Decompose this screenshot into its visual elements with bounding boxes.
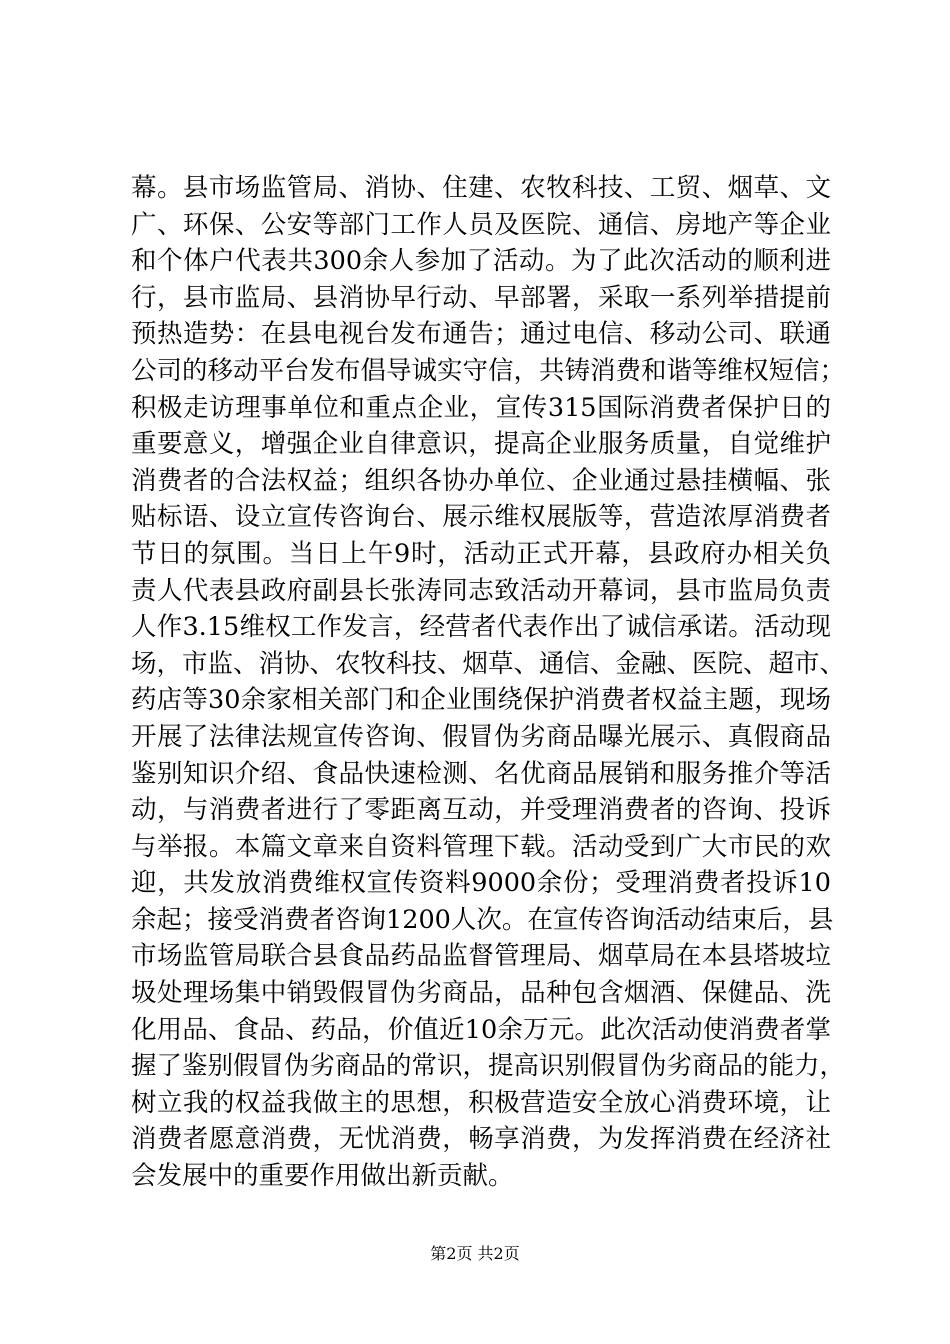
paragraph-line: 迎，共发放消费维权宣传资料9000余份；受理消费者投诉10: [131, 868, 831, 899]
paragraph-line: 与举报。本篇文章来自资料管理下载。活动受到广大市民的欢: [131, 831, 831, 862]
paragraph-line: 节日的氛围。当日上午9时，活动正式开幕，县政府办相关负: [131, 538, 831, 569]
paragraph-line: 和个体户代表共300余人参加了活动。为了此次活动的顺利进: [131, 246, 831, 277]
paragraph-line: 责人代表县政府副县长张涛同志致活动开幕词，县市监局负责: [131, 575, 831, 606]
body-paragraph: [131, 170, 846, 1195]
paragraph-line: 公司的移动平台发布倡导诚实守信，共铸消费和谐等维权短信；: [131, 355, 846, 386]
paragraph-line: 消费者愿意消费，无忧消费，畅享消费，为发挥消费在经济社: [131, 1124, 831, 1155]
paragraph-line: 贴标语、设立宣传咨询台、展示维权展版等，营造浓厚消费者: [131, 502, 831, 533]
paragraph-line: 鉴别知识介绍、食品快速检测、名优商品展销和服务推介等活: [131, 758, 831, 789]
paragraph-line: 握了鉴别假冒伪劣商品的常识，提高识别假冒伪劣商品的能力，: [131, 1051, 846, 1082]
paragraph-line: 药店等30余家相关部门和企业围绕保护消费者权益主题，现场: [131, 685, 831, 716]
paragraph-line: 化用品、食品、药品，价值近10余万元。此次活动使消费者掌: [131, 1014, 831, 1045]
paragraph-line: 重要意义，增强企业自律意识，提高企业服务质量，自觉维护: [131, 429, 831, 460]
paragraph-line: 余起；接受消费者咨询1200人次。在宣传咨询活动结束后，县: [131, 904, 834, 935]
page-number-footer: 第2页 共2页: [430, 1244, 520, 1263]
paragraph-line: 动，与消费者进行了零距离互动，并受理消费者的咨询、投诉: [131, 795, 831, 826]
paragraph-line: 市场监管局联合县食品药品监督管理局、烟草局在本县塔坡垃: [131, 941, 831, 972]
paragraph-line: 场，市监、消协、农牧科技、烟草、通信、金融、医院、超市、: [131, 648, 846, 679]
paragraph-line: 广、环保、公安等部门工作人员及医院、通信、房地产等企业: [131, 209, 831, 240]
paragraph-line: 开展了法律法规宣传咨询、假冒伪劣商品曝光展示、真假商品: [131, 721, 831, 752]
paragraph-line: 树立我的权益我做主的思想，积极营造安全放心消费环境，让: [131, 1087, 831, 1118]
paragraph-line: 圾处理场集中销毁假冒伪劣商品，品种包含烟酒、保健品、洗: [131, 978, 831, 1009]
paragraph-line: 会发展中的重要作用做出新贡献。: [131, 1161, 514, 1192]
paragraph-line: 行，县市监局、县消协早行动、早部署，采取一系列举措提前: [131, 282, 831, 313]
paragraph-line: 幕。县市场监管局、消协、住建、农牧科技、工贸、烟草、文: [131, 173, 831, 203]
paragraph-line: 人作3.15维权工作发言，经营者代表作出了诚信承诺。活动现: [131, 612, 831, 643]
paragraph-line: 预热造势：在县电视台发布通告；通过电信、移动公司、联通: [131, 319, 831, 350]
paragraph-line: 消费者的合法权益；组织各协办单位、企业通过悬挂横幅、张: [131, 465, 831, 496]
paragraph-line: 积极走访理事单位和重点企业，宣传315国际消费者保护日的: [131, 392, 831, 423]
